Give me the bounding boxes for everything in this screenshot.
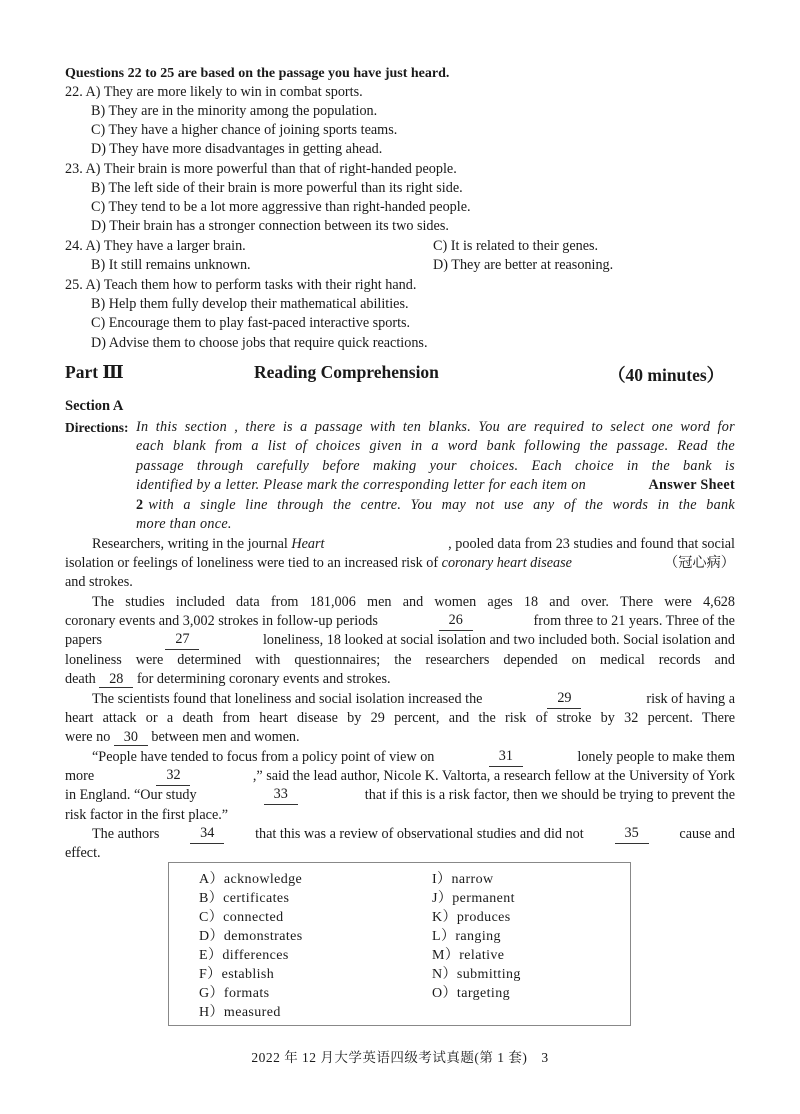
blank-30[interactable]: 30 bbox=[114, 729, 148, 746]
passage-p1-line-2 bbox=[65, 554, 735, 573]
bank-option-i[interactable]: I）narrow bbox=[432, 872, 494, 887]
option-label: C) bbox=[91, 315, 106, 331]
chinese-gloss: （冠心病） bbox=[664, 555, 735, 571]
passage-p1-line-3: and strokes. bbox=[65, 574, 133, 590]
option-text: They have a larger brain. bbox=[103, 238, 246, 254]
answer-sheet-number: 2 bbox=[136, 497, 144, 513]
option-23c bbox=[91, 198, 471, 217]
passage-p5-line-1 bbox=[92, 825, 735, 844]
option-25d bbox=[91, 334, 428, 353]
option-label: B) bbox=[91, 103, 106, 119]
option-22c bbox=[91, 121, 397, 140]
text: death bbox=[65, 671, 96, 687]
text: more bbox=[65, 768, 95, 784]
option-label: D) bbox=[91, 218, 106, 234]
option-24d bbox=[433, 256, 613, 275]
answer-sheet-label: Answer Sheet bbox=[648, 477, 735, 493]
passage-p4-line-3 bbox=[65, 786, 735, 805]
text: in England. “Our study bbox=[65, 787, 197, 803]
blank-32[interactable]: 32 bbox=[156, 767, 190, 786]
bank-option-m[interactable]: M）relative bbox=[432, 948, 505, 963]
option-text: Help them fully develop their mathematical abilities. bbox=[108, 296, 409, 312]
option-text: It is related to their genes. bbox=[450, 238, 599, 254]
passage-p1-line-1 bbox=[92, 535, 735, 554]
option-text: They are better at reasoning. bbox=[451, 257, 614, 273]
question-25 bbox=[65, 276, 416, 295]
text: loneliness, 18 looked at social isolation and two included both. Social isolation and bbox=[262, 632, 735, 648]
questions-header: Questions 22 to 25 are based on the passage you have just heard. bbox=[65, 66, 450, 81]
bank-option-j[interactable]: J）permanent bbox=[432, 891, 515, 906]
option-text: Their brain has a stronger connection between its two sides. bbox=[109, 218, 449, 234]
blank-34[interactable]: 34 bbox=[190, 825, 224, 844]
section-title: Section A bbox=[65, 398, 124, 414]
text: coronary events and 3,002 strokes in follow-up periods bbox=[65, 613, 378, 629]
option-label: D) bbox=[91, 141, 106, 157]
part-label: Part Ⅲ bbox=[65, 362, 124, 382]
text: that if this is a risk factor, then we should be trying to prevent the bbox=[364, 787, 735, 803]
option-text: The left side of their brain is more powerful than its right side. bbox=[108, 180, 463, 196]
option-label: C) bbox=[91, 199, 106, 215]
question-22 bbox=[65, 83, 363, 102]
directions-line-4 bbox=[136, 476, 735, 495]
text: for determining coronary events and strokes. bbox=[136, 671, 391, 687]
option-text: They are more likely to win in combat sports. bbox=[103, 84, 363, 100]
directions-line-3: passage through carefully before making your choices. Each choice in the bank is bbox=[136, 458, 735, 474]
passage-p5-line-2: effect. bbox=[65, 845, 101, 861]
text: from three to 21 years. Three of the bbox=[533, 613, 735, 629]
passage-p2-line-3 bbox=[65, 631, 735, 650]
option-label: D) bbox=[433, 257, 448, 273]
bank-option-l[interactable]: L）ranging bbox=[432, 929, 501, 944]
bank-option-d[interactable]: D）demonstrates bbox=[199, 929, 303, 944]
option-text: Teach them how to perform tasks with their right hand. bbox=[103, 277, 417, 293]
option-label: C) bbox=[91, 122, 106, 138]
option-24b bbox=[91, 256, 251, 275]
directions-line-5 bbox=[136, 496, 735, 515]
directions-line-1: In this section , there is a passage with ten blanks. You are required to select one word for bbox=[136, 419, 735, 435]
option-text: They are in the minority among the population. bbox=[108, 103, 378, 119]
bank-option-e[interactable]: E）differences bbox=[199, 948, 289, 963]
bank-option-n[interactable]: N）submitting bbox=[432, 967, 521, 982]
word-bank bbox=[168, 862, 631, 1026]
text: The authors bbox=[92, 826, 160, 842]
text: papers bbox=[65, 632, 103, 648]
blank-27[interactable]: 27 bbox=[165, 631, 199, 650]
question-24 bbox=[65, 237, 246, 256]
passage-p3-line-3 bbox=[65, 728, 300, 747]
passage-p4-line-2 bbox=[65, 767, 735, 786]
option-text: They tend to be a lot more aggressive than right-handed people. bbox=[108, 199, 471, 215]
journal-name: Heart bbox=[291, 536, 325, 552]
text: Researchers, writing in the journal bbox=[92, 536, 292, 552]
option-24c bbox=[433, 237, 598, 256]
text: The scientists found that loneliness and social isolation increased the bbox=[92, 691, 483, 707]
question-number: 25. bbox=[65, 277, 83, 293]
option-23b bbox=[91, 179, 463, 198]
bank-option-b[interactable]: B）certificates bbox=[199, 891, 290, 906]
bank-option-a[interactable]: A）acknowledge bbox=[199, 872, 303, 887]
text: , pooled data from 23 studies and found that social bbox=[448, 536, 735, 552]
text: between men and women. bbox=[151, 729, 300, 745]
option-text: They have more disadvantages in getting ahead. bbox=[109, 141, 383, 157]
bank-option-o[interactable]: O）targeting bbox=[432, 986, 511, 1001]
option-label: C) bbox=[433, 238, 448, 254]
passage-p4-line-1 bbox=[92, 748, 735, 767]
passage-p2-line-5 bbox=[65, 670, 391, 689]
blank-31[interactable]: 31 bbox=[489, 748, 523, 767]
passage-p3-line-2: heart attack or a death from heart disease by 29 percent, and the risk of stroke by 32 percent. There bbox=[65, 710, 735, 726]
passage-p3-line-1 bbox=[92, 690, 735, 709]
page-footer: 2022 年 12 月大学英语四级考试真题(第 1 套) 3 bbox=[251, 1050, 549, 1065]
text: ,” said the lead author, Nicole K. Valtorta, a research fellow at the University of York bbox=[252, 768, 735, 784]
option-label: A) bbox=[85, 238, 101, 254]
part-time: （40 minutes） bbox=[608, 365, 725, 385]
directions-label: Directions: bbox=[65, 420, 129, 435]
text: were no bbox=[65, 729, 111, 745]
option-22d bbox=[91, 140, 382, 159]
passage-p4-line-4: risk factor in the first place.” bbox=[65, 807, 229, 823]
option-label: B) bbox=[91, 257, 106, 273]
question-23 bbox=[65, 160, 457, 179]
bank-option-h[interactable]: H）measured bbox=[199, 1005, 281, 1020]
option-text: Advise them to choose jobs that require quick reactions. bbox=[108, 335, 428, 351]
blank-26[interactable]: 26 bbox=[439, 612, 473, 631]
option-label: A) bbox=[85, 161, 101, 177]
blank-33[interactable]: 33 bbox=[264, 786, 298, 805]
text: that this was a review of observational studies and did not bbox=[255, 826, 584, 842]
option-23d bbox=[91, 217, 449, 236]
question-number: 22. bbox=[65, 84, 83, 100]
passage-p2-line-2 bbox=[65, 612, 735, 631]
directions-line-2: each blank from a list of choices given in a word bank following the passage. Read the bbox=[136, 438, 735, 454]
bank-option-g[interactable]: G）formats bbox=[199, 986, 270, 1001]
question-number: 24. bbox=[65, 238, 83, 254]
directions-line-6: more than once. bbox=[136, 516, 232, 532]
bank-option-c[interactable]: C）connected bbox=[199, 910, 284, 925]
option-25b bbox=[91, 295, 409, 314]
option-22b bbox=[91, 102, 377, 121]
option-label: B) bbox=[91, 296, 106, 312]
question-number: 23. bbox=[65, 161, 83, 177]
passage-p2-line-1: The studies included data from 181,006 men and women ages 18 and over. There were 4,628 bbox=[92, 594, 735, 610]
bank-option-k[interactable]: K）produces bbox=[432, 910, 511, 925]
option-text: Their brain is more powerful than that of right-handed people. bbox=[103, 161, 457, 177]
option-label: A) bbox=[85, 277, 101, 293]
blank-35[interactable]: 35 bbox=[615, 825, 649, 844]
text: lonely people to make them bbox=[577, 749, 735, 765]
blank-28[interactable]: 28 bbox=[99, 671, 133, 688]
directions-text: with a single line through the centre. You may not use any of the words in the bank bbox=[148, 497, 735, 513]
text: risk of having a bbox=[646, 691, 735, 707]
term-coronary-heart-disease: coronary heart disease bbox=[441, 555, 572, 571]
blank-29[interactable]: 29 bbox=[547, 690, 581, 709]
bank-option-f[interactable]: F）establish bbox=[199, 967, 275, 982]
option-text: They have a higher chance of joining sports teams. bbox=[108, 122, 398, 138]
option-label: D) bbox=[91, 335, 106, 351]
text: isolation or feelings of loneliness were tied to an increased risk of bbox=[65, 555, 442, 571]
text: “People have tended to focus from a policy point of view on bbox=[92, 749, 435, 765]
option-text: It still remains unknown. bbox=[108, 257, 251, 273]
option-label: A) bbox=[85, 84, 101, 100]
part-title: Reading Comprehension bbox=[254, 362, 439, 382]
option-text: Encourage them to play fast-paced interactive sports. bbox=[108, 315, 411, 331]
text: cause and bbox=[679, 826, 735, 842]
option-25c bbox=[91, 314, 410, 333]
passage-p2-line-4: loneliness were determined with questionnaires; the researchers depended on medical records and bbox=[65, 652, 735, 668]
option-label: B) bbox=[91, 180, 106, 196]
directions-text: identified by a letter. Please mark the corresponding letter for each item on bbox=[136, 477, 587, 493]
